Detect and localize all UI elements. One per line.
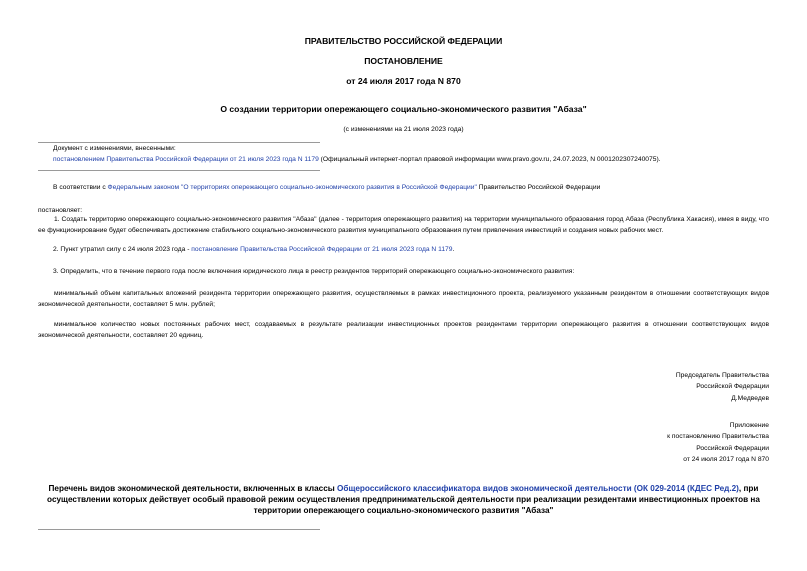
appendix-date: от 24 июля 2017 года N 870: [683, 456, 769, 464]
list-title-prefix: Перечень видов экономической деятельности, включенных в классы: [48, 484, 338, 493]
item-2-link[interactable]: постановление Правительства Российской Федерации от 21 июля 2023 года N 1179: [191, 246, 453, 253]
decrees-word: постановляет:: [38, 207, 83, 214]
amendments-label: Документ с изменениями, внесенными:: [53, 145, 176, 152]
item-3a: [38, 288, 769, 311]
document-date-number: от 24 июля 2017 года N 870: [346, 76, 461, 86]
signature-position: Председатель Правительства: [675, 372, 769, 379]
item-3b: [38, 319, 769, 342]
item-2: [53, 244, 454, 256]
amendments-source: (Официальный интернет-портал правовой информации www.pravo.gov.ru, 24.07.2023, N 0001202307240075).: [318, 156, 661, 163]
signature-name: Д.Медведев: [731, 394, 769, 402]
divider-bottom: [38, 529, 320, 530]
item-2-prefix: 2. Пункт утратил силу с 24 июля 2023 года -: [53, 246, 192, 253]
government-heading: ПРАВИТЕЛЬСТВО РОССИЙСКОЙ ФЕДЕРАЦИИ: [304, 36, 503, 46]
signature-block: [676, 370, 769, 404]
item-3: 3. Определить, что в течение первого года после включения юридического лица в реестр резидентов территорий опережающего социально-экономического развития:: [53, 268, 575, 275]
list-title-suffix: , при осуществлении которых действует особый правовой режим осуществления предпринимательской деятельности при реализации резидентами инвестиционных проектов на территории опережающего социально-экономического развития "Абаза": [47, 484, 760, 515]
okved-link[interactable]: Общероссийского классификатора видов экономической деятельности (ОК 029-2014 (КДЕС Ред.2): [337, 484, 739, 493]
intro-prefix: В соответствии с: [53, 184, 108, 191]
revision-note: (с изменениями на 21 июля 2023 года): [343, 126, 464, 133]
intro-suffix: Правительство Российской Федерации: [476, 184, 601, 191]
amendments-line: [53, 154, 661, 166]
item-1: [38, 214, 769, 237]
item-3a-text: минимальный объем капитальных вложений резидента территории опережающего развития, осуществляемых в рамках инвестиционного проекта, реализуемого указанным резидентом в отношении соответствующих видов экономической деятельности, составляет 5 млн. рублей;: [38, 290, 769, 309]
document-title: О создании территории опережающего социально-экономического развития "Абаза": [220, 104, 587, 114]
appendix-label: Приложение: [729, 422, 769, 429]
intro-paragraph: [53, 182, 600, 194]
appendix-body: Российской Федерации: [696, 444, 769, 452]
item-2-suffix: .: [452, 246, 455, 253]
appendix-block: [667, 420, 769, 466]
divider-amendments: [38, 170, 320, 171]
appendix-ref: к постановлению Правительства: [667, 433, 769, 441]
document-type: ПОСТАНОВЛЕНИЕ: [364, 56, 443, 66]
federal-law-link[interactable]: Федеральным законом "О территориях опережающего социально-экономического развития в Российской Федерации": [107, 184, 477, 191]
signature-body: Российской Федерации: [696, 383, 769, 391]
amendment-link[interactable]: постановлением Правительства Российской Федерации от 21 июля 2023 года N 1179: [53, 156, 319, 163]
list-title: [38, 483, 769, 516]
item-1-text: 1. Создать территорию опережающего социально-экономического развития "Абаза" (далее - территория опережающего развития) на территории муниципального образования город Абаза (Республика Хакасия), имея в виду, что ее функционирование будет обеспечивать достижение стабильного социально-экономического развития муниципального образования путем привлечения инвестиций и создания новых рабочих мест.: [38, 216, 769, 235]
item-3b-text: минимальное количество новых постоянных рабочих мест, создаваемых в результате реализации инвестиционных проектов резидентами территории опережающего развития в отношении соответствующих видов экономической деятельности, составляет 20 единиц.: [38, 321, 769, 340]
